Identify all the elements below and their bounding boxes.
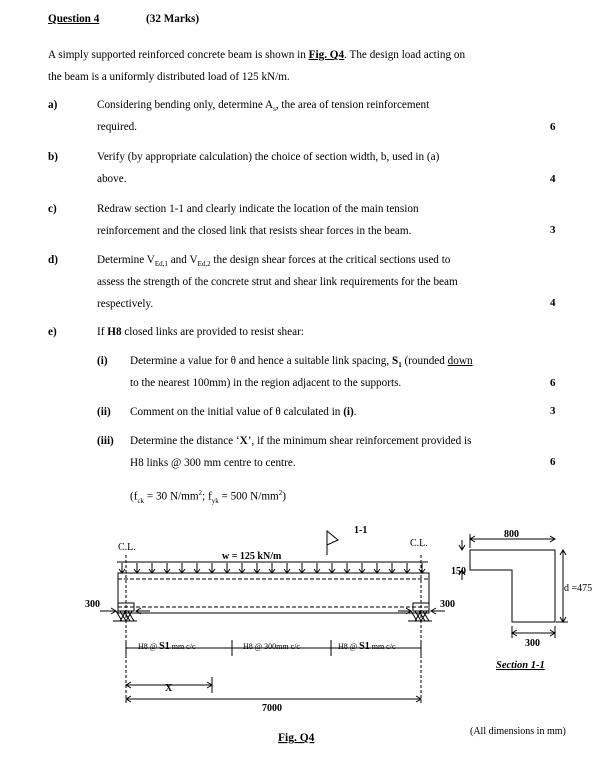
question-marks: (32 Marks) — [146, 13, 200, 25]
dimensions-note: (All dimensions in mm) — [470, 726, 566, 737]
support-left-width: 300 — [85, 599, 100, 610]
part-a-line-2: required. — [97, 121, 138, 133]
section-cut-flag — [327, 531, 338, 545]
subpart-ii-marks: 3 — [550, 405, 556, 417]
part-d-label: d) — [48, 254, 58, 266]
beam-figure — [0, 515, 605, 768]
part-a-line-1: Considering bending only, determine $A_s$, the area of tension reinforcement — [97, 99, 430, 114]
section-depth-label: d =475 — [564, 583, 593, 594]
subpart-iii-line-1: Determine the distance ‘X’, if the minimum shear reinforcement provided is — [130, 435, 472, 447]
zone-mid-label: H8 @ 300mm c/c — [243, 642, 300, 651]
fig-ref: Fig. Q4 — [308, 49, 345, 61]
section-outline — [470, 550, 555, 622]
x-label: X — [165, 683, 173, 694]
part-a-label: a) — [48, 99, 58, 111]
support-left-arrow-a — [100, 608, 116, 614]
part-d-line-2: assess the strength of the concrete strut and shear link requirements for the beam — [97, 276, 458, 288]
load-label: w = 125 kN/m — [222, 551, 282, 562]
udl-arrows — [119, 563, 425, 573]
section-web-label: 300 — [525, 638, 540, 649]
part-b-line-2: above. — [97, 173, 127, 185]
intro-line-1: A simply supported reinforced concrete beam is shown in Fig. Q4. The design load acting on — [48, 49, 466, 61]
subpart-ii-label: (ii) — [97, 406, 111, 418]
cl-right-label: C.L. — [410, 538, 428, 549]
subpart-iii-label: (iii) — [97, 435, 114, 447]
part-d-line-1: Determine $V_{Ed,1}$ and $V_{Ed,2}$ the design shear forces at the critical sections used to — [97, 254, 451, 269]
zone-right-label: H8 @ S1 mm c/c — [338, 641, 396, 652]
subpart-i-line-1: Determine a value for θ and hence a suitable link spacing, $S_1$ (rounded down — [130, 355, 473, 370]
part-b-label: b) — [48, 151, 58, 163]
material-properties: ($f_{ck} = 30$ $N/mm^2$; $f_{yk} = 500$ $N/mm^2$) — [130, 489, 286, 505]
part-a-marks: 6 — [550, 121, 556, 133]
figure-caption: Fig. Q4 — [278, 732, 315, 744]
subpart-i-marks: 6 — [550, 377, 556, 389]
part-e-line-1: If H8 closed links are provided to resist shear: — [97, 326, 304, 338]
intro-line-2: the beam is a uniformly distributed load of 125 kN/m. — [48, 71, 290, 83]
section-title: Section 1-1 — [496, 660, 545, 671]
subpart-iii-marks: 6 — [550, 456, 556, 468]
support-left — [113, 603, 137, 621]
support-right — [408, 603, 432, 621]
part-c-marks: 3 — [550, 224, 556, 236]
part-c-line-1: Redraw section 1-1 and clearly indicate the location of the main tension — [97, 203, 419, 215]
part-b-marks: 4 — [550, 173, 556, 185]
subpart-i-line-2: to the nearest 100mm) in the region adjacent to the supports. — [130, 377, 402, 389]
section-width-label: 800 — [504, 529, 519, 540]
question-title: Question 4 — [48, 13, 100, 25]
part-c-label: c) — [48, 203, 57, 215]
section-mark-label: 1-1 — [354, 525, 368, 536]
cl-left-label: C.L. — [118, 542, 136, 553]
span-label: 7000 — [262, 703, 282, 714]
section-flange-label: 150 — [451, 566, 466, 577]
section-1-1-drawing — [459, 534, 568, 638]
subpart-ii-line-1: Comment on the initial value of θ calculated in (i). — [130, 406, 357, 418]
part-b-line-1: Verify (by appropriate calculation) the choice of section width, b, used in (a) — [97, 151, 440, 163]
zone-left-label: H8 @ S1 mm c/c — [138, 641, 196, 652]
part-d-marks: 4 — [550, 297, 556, 309]
part-c-line-2: reinforcement and the closed link that resists shear forces in the beam. — [97, 225, 412, 237]
subpart-iii-line-2: H8 links @ 300 mm centre to centre. — [130, 457, 296, 469]
support-right-width: 300 — [440, 599, 455, 610]
subpart-i-label: (i) — [97, 355, 108, 367]
part-d-line-3: respectively. — [97, 298, 154, 310]
part-e-label: e) — [48, 326, 57, 338]
